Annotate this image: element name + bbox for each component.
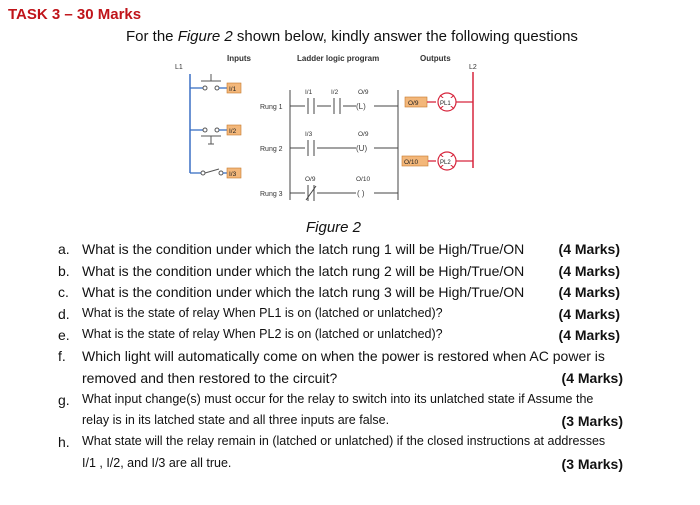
rung-2-coil: (U) xyxy=(356,144,368,153)
question-h-line2 xyxy=(0,456,700,476)
intro-text xyxy=(126,28,578,45)
rung-2-label: Rung 2 xyxy=(260,146,283,153)
question-marks: (3 Marks) xyxy=(561,413,623,429)
question-text-line2: I/1 , I/2, and I/3 are all true. xyxy=(82,456,232,470)
question-text: What is the condition under which the latch rung 1 will be High/True/ON xyxy=(82,241,525,257)
output-tag-2: O/10 xyxy=(404,159,419,166)
input-tag-1: I/1 xyxy=(229,86,237,93)
question-b xyxy=(0,263,700,283)
question-a xyxy=(0,241,700,261)
header-inputs: Inputs xyxy=(227,54,251,63)
rung-1-contact-1: I/1 xyxy=(305,89,313,96)
lamp-label-2: PL2 xyxy=(440,160,451,166)
question-d xyxy=(0,306,700,326)
question-letter: c. xyxy=(58,284,69,300)
rung-3-coil: ( ) xyxy=(357,189,365,198)
question-marks: (4 Marks) xyxy=(558,306,620,322)
question-f xyxy=(0,348,700,368)
header-ladder: Ladder logic program xyxy=(297,54,380,63)
rung-2-coil-addr: O/9 xyxy=(358,131,369,138)
question-letter: h. xyxy=(58,434,70,450)
question-text: What is the state of relay When PL1 is on (latched or unlatched)? xyxy=(82,306,443,320)
question-c xyxy=(0,284,700,304)
header-outputs: Outputs xyxy=(420,54,451,63)
question-letter: b. xyxy=(58,263,70,279)
rail-left-label: L1 xyxy=(175,64,183,71)
question-letter: f. xyxy=(58,348,66,364)
input-switch-2 xyxy=(190,125,241,144)
rung-2 xyxy=(260,131,398,156)
input-switch-1 xyxy=(190,74,241,93)
question-text-line2: relay is in its latched state and all three inputs are false. xyxy=(82,413,390,427)
question-letter: d. xyxy=(58,306,70,322)
output-lamp-1 xyxy=(405,93,473,111)
rung-3-label: Rung 3 xyxy=(260,191,283,198)
ladder-diagram-figure xyxy=(165,50,515,220)
question-g xyxy=(0,392,700,412)
question-text: What is the condition under which the latch rung 2 will be High/True/ON xyxy=(82,263,525,279)
question-letter: a. xyxy=(58,241,70,257)
question-marks: (4 Marks) xyxy=(558,263,620,279)
question-h xyxy=(0,434,700,454)
intro-suffix: shown below, kindly answer the following questions xyxy=(232,28,578,45)
question-marks: (4 Marks) xyxy=(561,370,623,386)
question-marks: (3 Marks) xyxy=(561,456,623,472)
rung-1 xyxy=(260,89,398,114)
question-f-line2 xyxy=(0,370,700,390)
input-tag-3: I/3 xyxy=(229,171,237,178)
rung-1-contact-2: I/2 xyxy=(331,89,339,96)
rung-1-coil-addr: O/9 xyxy=(358,89,369,96)
rung-2-contact-1: I/3 xyxy=(305,131,313,138)
rung-1-label: Rung 1 xyxy=(260,104,283,111)
question-letter: g. xyxy=(58,392,70,408)
question-g-line2 xyxy=(0,413,700,433)
question-text: What is the condition under which the latch rung 3 will be High/True/ON xyxy=(82,284,525,300)
rung-1-coil: (L) xyxy=(356,102,366,111)
question-text: Which light will automatically come on when the power is restored when AC power is xyxy=(82,348,605,364)
question-marks: (4 Marks) xyxy=(558,241,620,257)
question-text: What is the state of relay When PL2 is on (latched or unlatched)? xyxy=(82,327,443,341)
rung-3 xyxy=(260,176,398,201)
input-switch-3 xyxy=(190,168,241,178)
lamp-label-1: PL1 xyxy=(440,101,451,107)
rung-3-contact-1: O/9 xyxy=(305,176,316,183)
output-tag-1: O/9 xyxy=(408,100,419,107)
rung-3-coil-addr: O/10 xyxy=(356,176,371,183)
question-text: What state will the relay remain in (latched or unlatched) if the closed instructions at addresses xyxy=(82,434,606,448)
figure-caption: Figure 2 xyxy=(306,219,362,236)
question-marks: (4 Marks) xyxy=(558,327,620,343)
task-title: TASK 3 – 30 Marks xyxy=(8,6,142,23)
intro-prefix: For the xyxy=(126,28,178,45)
input-tag-2: I/2 xyxy=(229,128,237,135)
rail-right-label: L2 xyxy=(469,64,477,71)
question-letter: e. xyxy=(58,327,70,343)
question-e xyxy=(0,327,700,347)
question-text-line2: removed and then restored to the circuit? xyxy=(82,370,338,386)
question-marks: (4 Marks) xyxy=(558,284,620,300)
question-text: What input change(s) must occur for the relay to switch into its unlatched state if Assume the xyxy=(82,392,594,406)
output-lamp-2 xyxy=(402,152,473,170)
intro-figure-ref: Figure 2 xyxy=(177,28,233,45)
